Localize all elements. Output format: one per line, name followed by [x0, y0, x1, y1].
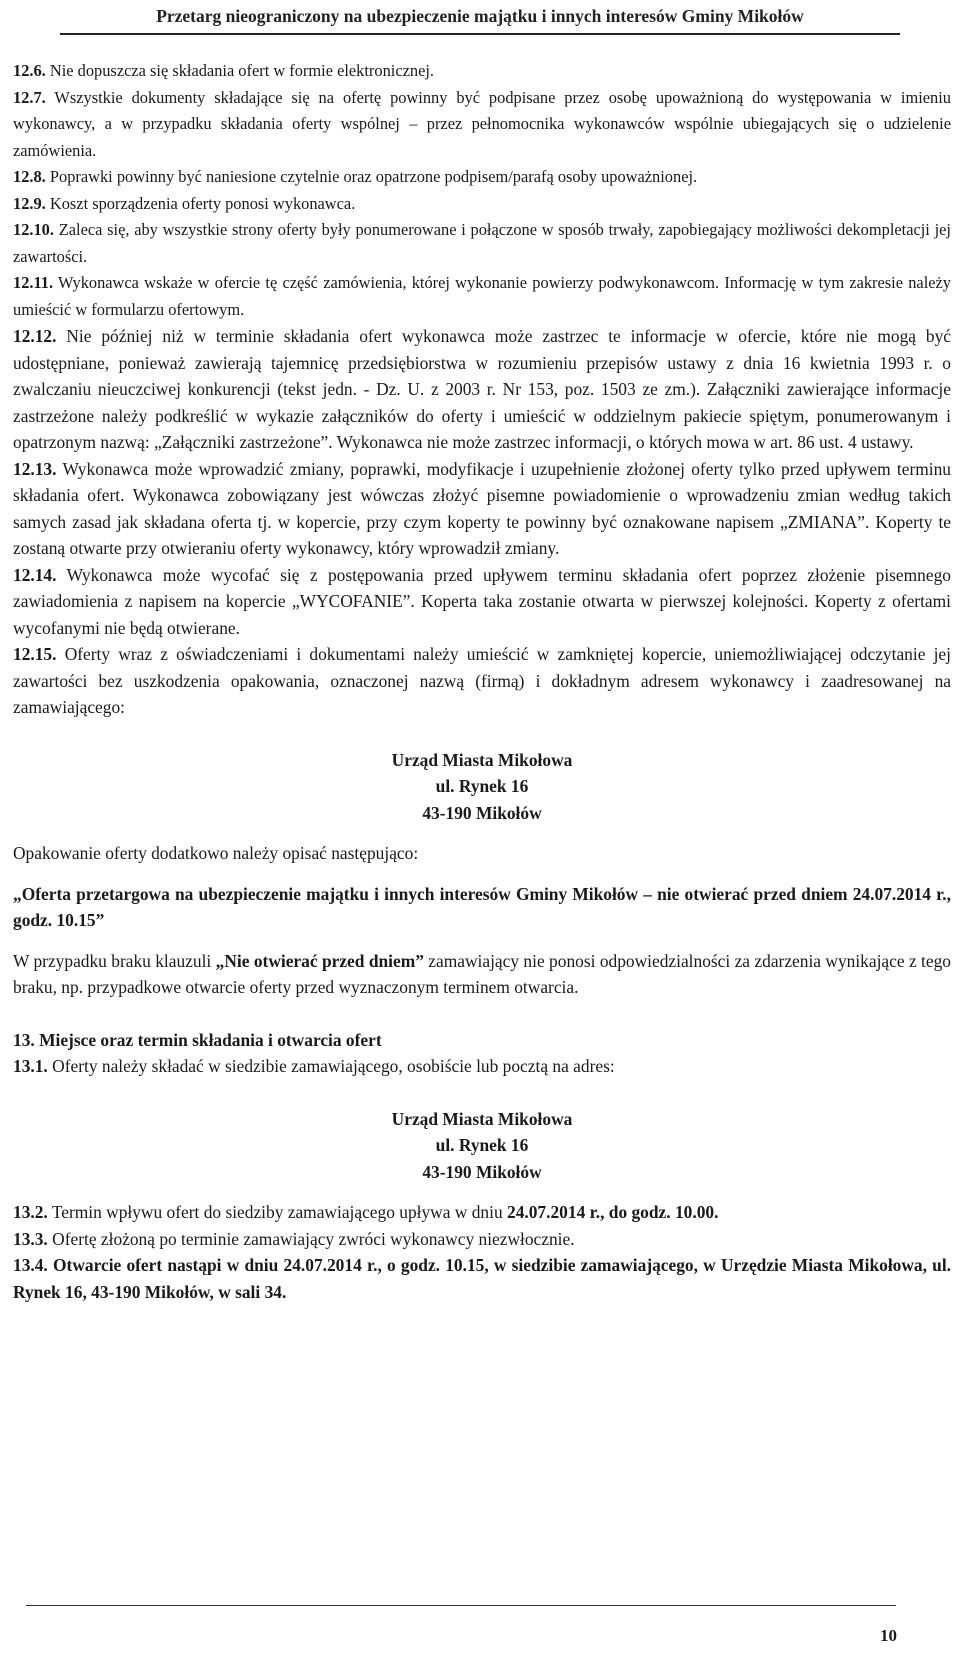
- section-text: Nie dopuszcza się składania ofert w formie elektronicznej.: [49, 61, 434, 80]
- section-text: Wszystkie dokumenty składające się na ofertę powinny być podpisane przez osobę upoważnioną do występowania w imieniu wykonawcy, a w przypadku składania oferty wspólnej – przez pełnomocnika wykonawców wspólnie ubiegających się o udzielenie zamówienia.: [13, 87, 951, 160]
- page-number: 10: [880, 1626, 897, 1645]
- section-text: Poprawki powinny być naniesione czytelnie oraz opatrzone podpisem/parafą osoby upoważnionej.: [49, 167, 698, 186]
- packaging-note: [13, 948, 951, 1001]
- section-number: 12.11.: [13, 273, 54, 292]
- section-text: Wykonawca może wprowadzić zmiany, poprawki, modyfikacje i uzupełnienie złożonej oferty tylko przed upływem terminu składania ofert. Wykonawca zobowiązany jest wówczas złożyć pisemne powiadomienie o wprowadzeniu zmian według takich samych zasad jak składana oferta tj. w kopercie, przy czym koperty te powinny być oznakowane napisem „ZMIANA”. Koperty te zostaną otwarte przy otwieraniu oferty wykonawcy, który wprowadził zmiany.: [13, 458, 951, 558]
- section-number: 12.15.: [13, 644, 57, 664]
- paragraph-12-14: [13, 562, 951, 642]
- paragraph-12-15: [13, 641, 951, 721]
- section-number: 13.1.: [13, 1056, 48, 1076]
- section-number: 12.10.: [13, 220, 54, 239]
- paragraph-12-10: [13, 217, 951, 270]
- paragraph-12-7: [13, 85, 951, 165]
- paragraph-13-1: [13, 1053, 951, 1080]
- section-number: 12.8.: [13, 167, 46, 186]
- address-line: Urząd Miasta Mikołowa: [391, 749, 573, 770]
- header-title: Przetarg nieograniczony na ubezpieczenie majątku i innych interesów Gminy Mikołów: [156, 6, 804, 26]
- section-text: Otwarcie ofert nastąpi w dniu 24.07.2014 r., o godz. 10.15, w siedzibie zamawiającego, w Urzędzie Miasta Mikołowa, ul. Rynek 16, 43-190 Mikołów, w sali 34.: [13, 1255, 951, 1302]
- footer-divider: [26, 1605, 896, 1606]
- header-divider: [60, 33, 900, 35]
- section-text: Wykonawca wskaże w ofercie tę część zamówienia, której wykonanie powierzy podwykonawcom. Informację w tym zakresie należy umieścić w formularzu ofertowym.: [13, 273, 951, 319]
- document-body: [13, 58, 951, 1305]
- section-13-title: 13. Miejsce oraz termin składania i otwarcia ofert: [13, 1029, 382, 1050]
- note-clause: „Nie otwierać przed dniem”: [215, 950, 424, 971]
- paragraph-13-3: [13, 1226, 951, 1253]
- note-text: W przypadku braku klauzuli: [13, 950, 212, 971]
- section-text: Termin wpływu ofert do siedziby zamawiającego upływa w dniu: [51, 1202, 503, 1222]
- note-text: zamawiający nie ponosi odpowiedzialności za zdarzenia wynikające z tego braku, np. przypadkowe otwarcie oferty przed wyznaczonym terminem otwarcia.: [13, 950, 951, 997]
- address-line: 43-190 Mikołów: [422, 1161, 542, 1182]
- section-number: 13.4.: [13, 1255, 48, 1275]
- section-number: 12.13.: [13, 458, 57, 479]
- packaging-label: „Oferta przetargowa na ubezpieczenie majątku i innych interesów Gminy Mikołów – nie otwierać przed dniem 24.07.2014 r., godz. 10.15”: [13, 883, 951, 930]
- address-line: 43-190 Mikołów: [422, 802, 542, 823]
- paragraph-12-13: [13, 456, 951, 562]
- address-block: [13, 1106, 951, 1186]
- address-line: ul. Rynek 16: [435, 1135, 529, 1155]
- section-text: Oferty należy składać w siedzibie zamawiającego, osobiście lub pocztą na adres:: [52, 1056, 615, 1076]
- paragraph-12-12: [13, 323, 951, 456]
- section-text: Koszt sporządzenia oferty ponosi wykonawca.: [49, 193, 356, 213]
- section-text: Nie później niż w terminie składania ofert wykonawca może zastrzec te informacje w ofercie, które nie mogą być udostępniane, ponieważ zawierają tajemnicę przedsiębiorstwa w rozumieniu przepisów ustawy z dnia 16 kwietnia 1993 r. o zwalczaniu nieuczciwej konkurencji (tekst jedn. - Dz. U. z 2003 r. Nr 153, poz. 1503 ze zm.). Załączniki zawierające informacje zastrzeżone należy podkreślić w wykazie załączników do oferty i umieścić w oddzielnym pakiecie spiętym, ponumerowanym i opatrzonym nazwą: „Załączniki zastrzeżone”. Wykonawca nie może zastrzec informacji, o których mowa w art. 86 ust. 4 ustawy.: [13, 326, 951, 452]
- paragraph-12-11: [13, 270, 951, 323]
- paragraph-12-8: [13, 164, 951, 191]
- section-number: 12.6.: [13, 61, 46, 80]
- packaging-intro: Opakowanie oferty dodatkowo należy opisać następująco:: [13, 843, 419, 863]
- section-text: Ofertę złożoną po terminie zamawiający zwróci wykonawcy niezwłocznie.: [52, 1228, 575, 1249]
- section-number: 12.12.: [13, 326, 57, 346]
- paragraph-12-9: [13, 191, 951, 218]
- deadline: 24.07.2014 r., do godz. 10.00.: [507, 1202, 719, 1222]
- section-number: 13.3.: [13, 1228, 48, 1249]
- section-number: 12.7.: [13, 87, 46, 107]
- paragraph-13-4: [13, 1252, 951, 1305]
- section-text: Oferty wraz z oświadczeniami i dokumentami należy umieścić w zamkniętej kopercie, uniemożliwiającej odczytanie jej zawartości bez uszkodzenia opakowania, oznaczonej nazwą (firmą) i dokładnym adresem wykonawcy i zaadresowanej na zamawiającego:: [13, 644, 951, 717]
- address-line: ul. Rynek 16: [435, 776, 529, 796]
- section-text: Zaleca się, aby wszystkie strony oferty były ponumerowane i połączone w sposób trwały, zapobiegający możliwości dekompletacji jej zawartości.: [13, 220, 951, 266]
- section-number: 12.9.: [13, 193, 46, 213]
- address-line: Urząd Miasta Mikołowa: [391, 1108, 573, 1129]
- address-block: [13, 747, 951, 827]
- paragraph-12-6: [13, 58, 951, 85]
- section-number: 12.14.: [13, 564, 57, 585]
- section-number: 13.2.: [13, 1202, 48, 1222]
- section-text: Wykonawca może wycofać się z postępowania przed upływem terminu składania ofert poprzez złożenie pisemnego zawiadomienia z napisem na kopercie „WYCOFANIE”. Koperta taka zostanie otwarta w pierwszej kolejności. Koperty z ofertami wycofanymi nie będą otwierane.: [13, 564, 951, 638]
- paragraph-13-2: [13, 1199, 951, 1226]
